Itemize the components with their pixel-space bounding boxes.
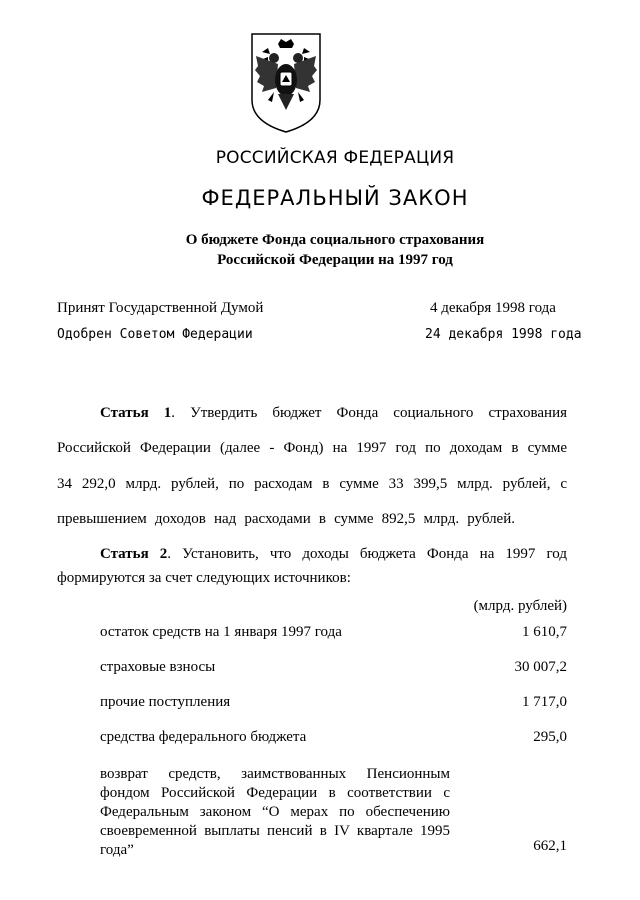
subtitle-line: Российской Федерации на 1997 год [217,252,453,268]
article1-line: превышением доходов над расходами в сумме 892,5 млрд. рублей. [57,511,515,527]
income-label-line: возврат средств, заимствованных Пенсионным [100,766,450,782]
units-label: (млрд. рублей) [473,598,567,614]
duma-adoption-date: 4 декабря 1998 года [430,300,556,316]
law-subtitle [0,230,640,270]
income-label-line: года” [100,842,134,858]
subtitle-line: О бюджете Фонда социального страхования [185,232,485,248]
article2-line: Статья 2. Установить, что доходы бюджета Фонда на 1997 год [100,546,567,562]
income-value: 662,1 [533,838,567,854]
income-value: 295,0 [533,729,567,745]
income-label: средства федерального бюджета [100,729,307,745]
income-value: 1 610,7 [522,624,567,640]
duma-adoption-label: Принят Государственной Думой [57,300,264,316]
council-approval-date: 24 декабря 1998 года [425,327,582,342]
income-label-line: Федеральным законом “О мерах по обеспечению [100,804,450,820]
article1-line: Статья 1. Утвердить бюджет Фонда социального страхования [100,405,567,421]
council-approval-label: Одобрен Советом Федерации [57,327,253,342]
income-label: остаток средств на 1 января 1997 года [100,624,342,640]
article1-heading: Статья 1 [100,405,172,421]
income-row-multiline [100,765,450,860]
income-label-line: фондом Российской Федерации в соответствии с [100,785,450,801]
income-label-line: своевременной выплаты пенсий в IV квартале 1995 [100,823,450,839]
document-type-heading: ФЕДЕРАЛЬНЫЙ ЗАКОН [201,186,469,210]
article2-line: формируются за счет следующих источников: [57,570,351,586]
article1-line: Российской Федерации (далее - Фонд) на 1997 год по доходам в сумме [57,440,567,456]
coat-of-arms-emblem [248,30,324,134]
article2-heading: Статья 2 [100,546,168,562]
article1-line: 34 292,0 млрд. рублей, по расходам в сумме 33 399,5 млрд. рублей, с [57,476,567,492]
income-value: 30 007,2 [514,659,567,675]
country-heading: РОССИЙСКАЯ ФЕДЕРАЦИЯ [215,148,455,168]
income-label: страховые взносы [100,659,216,675]
income-value: 1 717,0 [522,694,567,710]
income-label: прочие поступления [100,694,231,710]
